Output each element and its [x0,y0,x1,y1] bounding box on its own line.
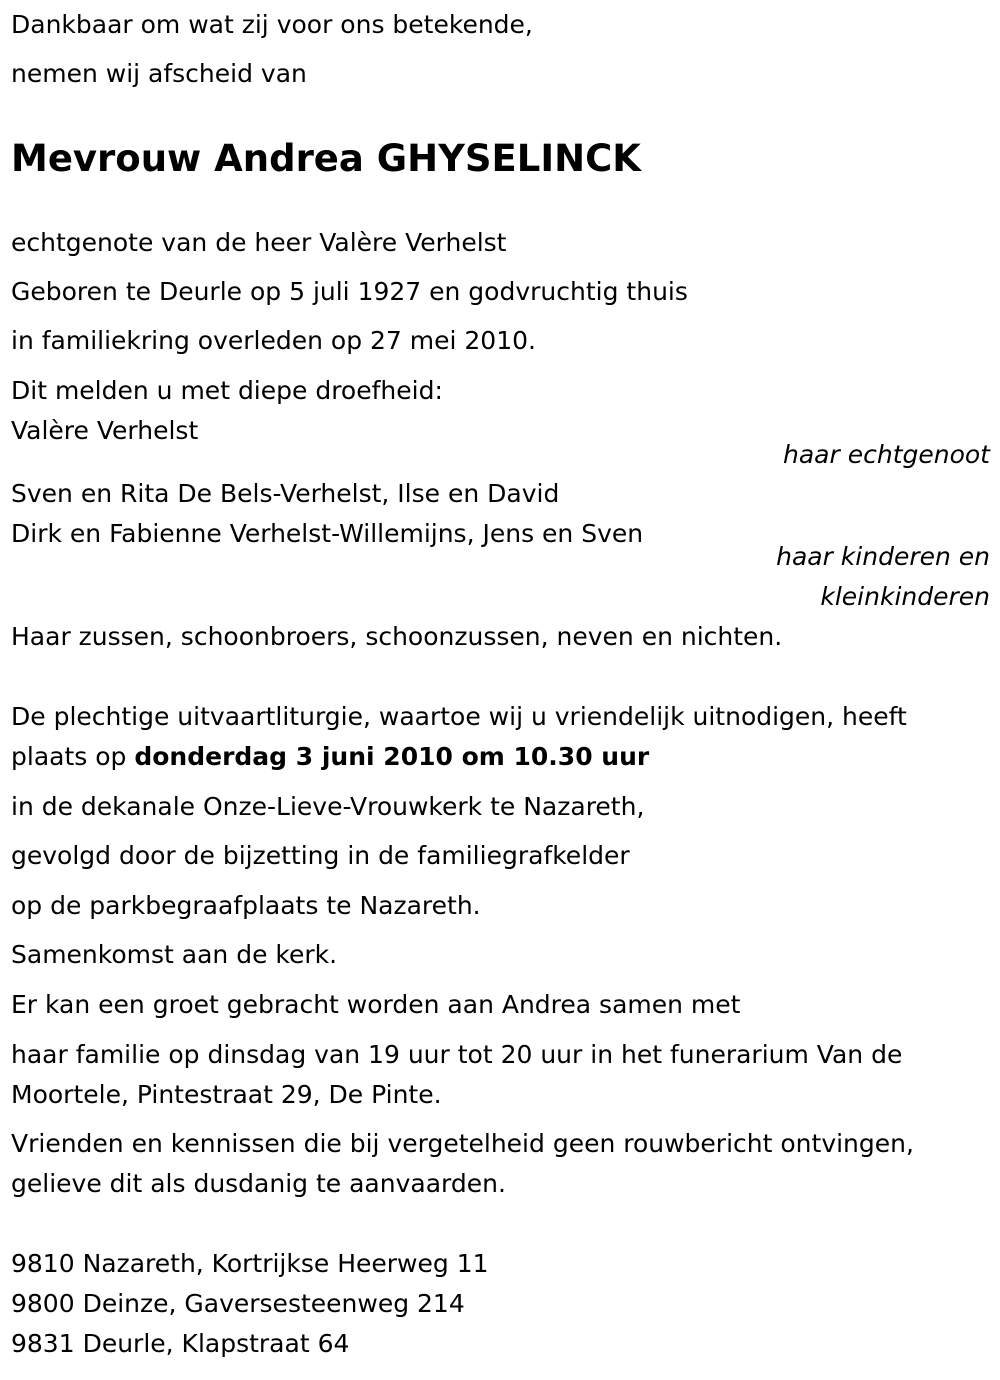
intro-line-2: nemen wij afscheid van [11,59,307,88]
ceremony-visit-line-2: Moortele, Pintestraat 29, De Pinte. [11,1080,442,1109]
ceremony-line-1: De plechtige uitvaartliturgie, waartoe wij u vriendelijk uitnodigen, heeft [11,702,907,731]
announcement-line: Dit melden u met diepe droefheid: [11,376,443,405]
spouse-name: Valère Verhelst [11,416,199,445]
detail-line-birth: Geboren te Deurle op 5 juli 1927 en godvruchtig thuis [11,277,688,306]
children-role-line-2: kleinkinderen [820,582,990,611]
address-line-3: 9831 Deurle, Klapstraat 64 [11,1329,350,1358]
ceremony-visit-line-1: haar familie op dinsdag van 19 uur tot 20 uur in het funerarium Van de [11,1040,903,1069]
ceremony-cemetery: op de parkbegraafplaats te Nazareth. [11,891,481,920]
notice-line-2: gelieve dit als dusdanig te aanvaarden. [11,1169,506,1198]
notice-line-1: Vrienden en kennissen die bij vergetelheid geen rouwbericht ontvingen, [11,1129,914,1158]
ceremony-burial: gevolgd door de bijzetting in de familiegrafkelder [11,841,630,870]
ceremony-visit-intro: Er kan een groet gebracht worden aan Andrea samen met [11,990,741,1019]
detail-line-death: in familiekring overleden op 27 mei 2010. [11,326,536,355]
detail-line-spouse: echtgenote van de heer Valère Verhelst [11,228,507,257]
ceremony-line-2 [11,742,649,772]
other-relatives: Haar zussen, schoonbroers, schoonzussen, neven en nichten. [11,622,783,651]
child-line-1: Sven en Rita De Bels-Verhelst, Ilse en David [11,479,560,508]
spouse-role: haar echtgenoot [783,440,990,469]
ceremony-church: in de dekanale Onze-Lieve-Vrouwkerk te Nazareth, [11,792,645,821]
children-role-line-1: haar kinderen en [776,542,990,571]
address-line-2: 9800 Deinze, Gaversesteenweg 214 [11,1289,465,1318]
child-line-2: Dirk en Fabienne Verhelst-Willemijns, Jens en Sven [11,519,644,548]
deceased-name: Mevrouw Andrea GHYSELINCK [11,137,641,180]
intro-line-1: Dankbaar om wat zij voor ons betekende, [11,10,533,39]
ceremony-line-2-prefix: plaats op [11,742,135,771]
ceremony-date-time: donderdag 3 juni 2010 om 10.30 uur [134,742,650,771]
ceremony-gathering: Samenkomst aan de kerk. [11,940,338,969]
address-line-1: 9810 Nazareth, Kortrijkse Heerweg 11 [11,1249,489,1278]
